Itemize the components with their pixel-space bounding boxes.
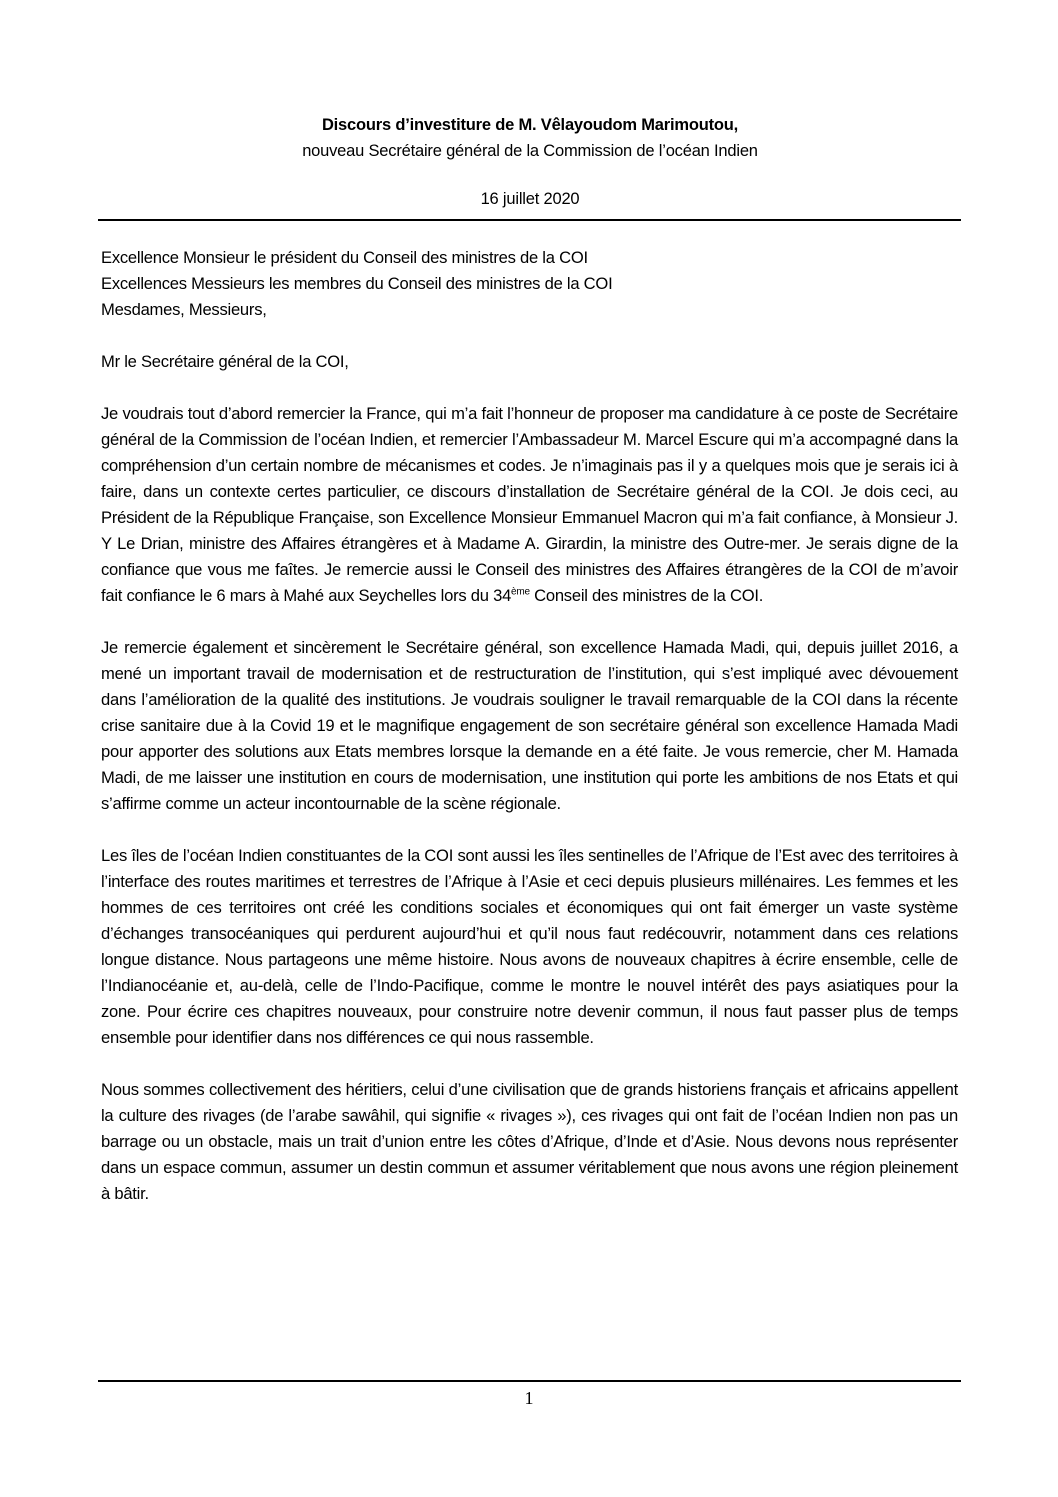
salutation-block <box>101 245 958 401</box>
paragraph-thanks-predecessor: Je remercie également et sincèrement le Secrétaire général, son excellence Hamada Madi, qui, depuis juillet 2016, a mené un important travail de modernisation et de restructuration de l’institution, qui s’est impliqué avec dévouement dans l’amélioration de la qualité des institutions. Je voudrais souligner le travail remarquable de la COI dans la récente crise sanitaire due à la Covid 19 et le magnifique engagement de son secrétaire général son excellence Hamada Madi pour apporter des solutions aux Etats membres lorsque la demande en a été faite. Je vous remercie, cher M. Hamada Madi, de me laisser une institution en cours de modernisation, une institution qui porte les ambitions de nos Etats et qui s’affirme comme un acteur incontournable de la scène régionale. <box>101 638 958 813</box>
salutation-line: Mesdames, Messieurs, <box>101 300 267 319</box>
paragraph-text: Je voudrais tout d’abord remercier la France, qui m’a fait l’honneur de proposer ma candidature à ce poste de Secrétaire général de la Commission de l’océan Indien, et remercier l’Ambassadeur M. Marcel Escure qui m’a accompagné dans la compréhension d’un certain nombre de mécanismes et codes. Je n’imaginais pas il y a quelques mois que je serais ici à faire, dans un contexte certes particulier, ce discours d’installation de Secrétaire général de la COI. Je dois ceci, au Président de la République Française, son Excellence Monsieur Emmanuel Macron qui m’a fait confiance, à Monsieur J. Y Le Drian, ministre des Affaires étrangères et à Madame A. Girardin, la ministre des Outre-mer. Je serais digne de la confiance que vous me faîtes. Je remercie aussi le Conseil des ministres des Affaires étrangères de la COI de m’avoir fait confiance le 6 mars à Mahé aux Seychelles lors du 34 <box>101 404 958 605</box>
document-date: 16 juillet 2020 <box>480 190 580 208</box>
paragraph-thanks-france <box>101 401 958 609</box>
paragraph-text: Conseil des ministres de la COI. <box>529 586 764 605</box>
document-subtitle: nouveau Secrétaire général de la Commission de l’océan Indien <box>302 142 758 160</box>
salutation-line: Excellences Messieurs les membres du Conseil des ministres de la COI <box>101 274 613 293</box>
footer-divider <box>98 1380 961 1382</box>
paragraph-shared-heritage: Nous sommes collectivement des héritiers, celui d’une civilisation que de grands historiens français et africains appellent la culture des rivages (de l’arabe sawâhil, qui signifie « rivages »), ces rivages qui ont fait de l’océan Indien non pas un barrage ou un obstacle, mais un trait d’union entre les côtes d’Afrique, d’Inde et d’Asie. Nous devons nous représenter dans un espace commun, assumer un destin commun et assumer véritablement que nous avons une région pleinement à bâtir. <box>101 1080 958 1203</box>
document-body <box>101 245 958 1207</box>
salutation-line: Excellence Monsieur le président du Conseil des ministres de la COI <box>101 248 588 267</box>
paragraph-indian-ocean-islands: Les îles de l’océan Indien constituantes de la COI sont aussi les îles sentinelles de l’Afrique de l’Est avec des territoires à l’interface des routes maritimes et terrestres de l’Afrique à l’Asie et ceci depuis plusieurs millénaires. Les femmes et les hommes de ces territoires ont créé les conditions sociales et économiques qui ont fait émerger un vaste système d’échanges transocéaniques qui perdurent aujourd’hui et qu’il nous faut redécouvrir, notamment dans ces relations longue distance. Nous partageons une même histoire. Nous avons de nouveaux chapitres à écrire ensemble, celle de l’Indianocéanie et, au-delà, celle de l’Indo-Pacifique, comme le montre le nouvel intérêt des pays asiatiques pour la zone. Pour écrire ces chapitres nouveaux, pour construire notre devenir commun, il nous faut passer plus de temps ensemble pour identifier dans nos différences ce qui nous rassemble. <box>101 846 958 1047</box>
salutation-address: Mr le Secrétaire général de la COI, <box>101 352 349 371</box>
document-header <box>98 112 962 212</box>
header-divider <box>98 219 961 221</box>
ordinal-superscript: ème <box>511 586 530 598</box>
document-title: Discours d’investiture de M. Vêlayoudom Marimoutou, <box>321 116 739 134</box>
page-number: 1 <box>524 1388 534 1408</box>
